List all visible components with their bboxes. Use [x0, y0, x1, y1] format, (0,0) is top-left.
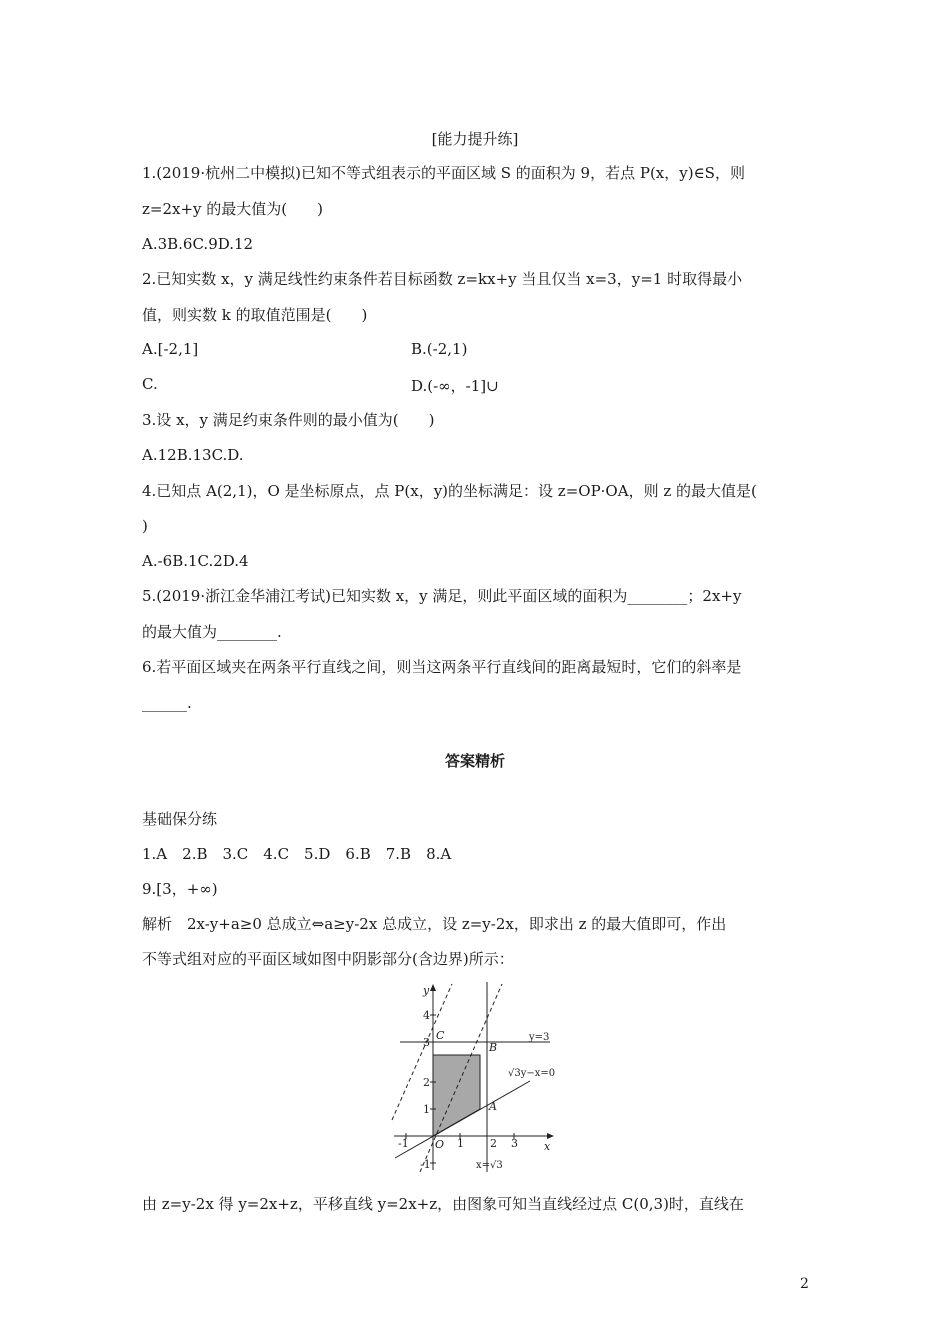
tick-x-1: 1	[457, 1137, 464, 1150]
q6-line2: ______.	[142, 694, 192, 712]
shaded-region	[433, 1055, 480, 1136]
q4-options: A.-6B.1C.2D.4	[142, 552, 249, 570]
q5-line2: 的最大值为________.	[142, 623, 282, 641]
point-a-label: A	[489, 1100, 497, 1113]
page-number: 2	[800, 1276, 809, 1292]
answers-line2: 9.[3，+∞)	[142, 880, 218, 898]
label-root3y-x: √3y−x=0	[508, 1068, 556, 1079]
x-axis-label: x	[544, 1140, 551, 1153]
origin-label: O	[435, 1138, 445, 1151]
tick-x-3: 3	[511, 1137, 518, 1150]
answers-subtitle: 基础保分练	[142, 810, 218, 828]
analysis-line2: 不等式组对应的平面区域如图中阴影部分(含边界)所示：	[142, 950, 514, 968]
q6-line1: 6.若平面区域夹在两条平行直线之间，则当这两条平行直线间的距离最短时，它们的斜率是	[142, 658, 742, 676]
q3-options: A.12B.13C.D.	[142, 446, 244, 464]
tick-x-2: 2	[490, 1137, 497, 1150]
section-title: [能力提升练]	[431, 130, 519, 148]
q5-line1: 5.(2019·浙江金华浦江考试)已知实数 x，y 满足，则此平面区域的面积为________；2x+y	[142, 587, 742, 605]
answers-title: 答案精析	[444, 752, 505, 770]
point-b-label: B	[489, 1041, 498, 1054]
x-axis-arrow	[547, 1133, 554, 1139]
region-graph	[390, 980, 570, 1175]
q1-line2: z=2x+y 的最大值为( )	[142, 200, 323, 218]
q2-line2: 值，则实数 k 的取值范围是( )	[142, 306, 368, 324]
y-axis-label: y	[423, 984, 430, 997]
q4-line1: 4.已知点 A(2,1)，O 是坐标原点，点 P(x，y)的坐标满足：设 z=OP·OA，则 z 的最大值是(	[142, 482, 757, 500]
tick-x-neg1: -1	[398, 1137, 409, 1150]
q1-options: A.3B.6C.9D.12	[142, 235, 254, 253]
analysis-line1: 解析 2x-y+a≥0 总成立⇔a≥y-2x 总成立，设 z=y-2x，即求出 z 的最大值即可，作出	[142, 915, 727, 933]
q2-option-c: C.	[142, 375, 158, 393]
q4-line2: )	[142, 517, 148, 535]
point-c-label: C	[436, 1029, 445, 1042]
tick-y-neg1: -1	[420, 1158, 431, 1171]
q2-option-a: A.[-2,1]	[142, 340, 199, 358]
y-axis-arrow	[430, 984, 436, 991]
answers-line1: 1.A 2.B 3.C 4.C 5.D 6.B 7.B 8.A	[142, 845, 452, 863]
tick-y-3: 3	[423, 1036, 430, 1049]
q2-option-d: D.(-∞，-1]∪	[411, 377, 499, 395]
tick-y-1: 1	[423, 1103, 430, 1116]
bottom-line: 由 z=y-2x 得 y=2x+z，平移直线 y=2x+z，由图象可知当直线经过点 C(0,3)时，直线在	[142, 1195, 744, 1213]
q3-line1: 3.设 x，y 满足约束条件则的最小值为( )	[142, 411, 435, 429]
q1-line1: 1.(2019·杭州二中模拟)已知不等式组表示的平面区域 S 的面积为 9，若点 P(x，y)∈S，则	[142, 164, 745, 182]
label-y3: y=3	[529, 1032, 550, 1043]
q2-option-b: B.(-2,1)	[411, 340, 468, 358]
label-x-root3: x=√3	[476, 1160, 503, 1171]
q2-line1: 2.已知实数 x，y 满足线性约束条件若目标函数 z=kx+y 当且仅当 x=3，y=1 时取得最小	[142, 270, 743, 288]
tick-y-4: 4	[423, 1009, 430, 1022]
tick-y-2: 2	[423, 1076, 430, 1089]
